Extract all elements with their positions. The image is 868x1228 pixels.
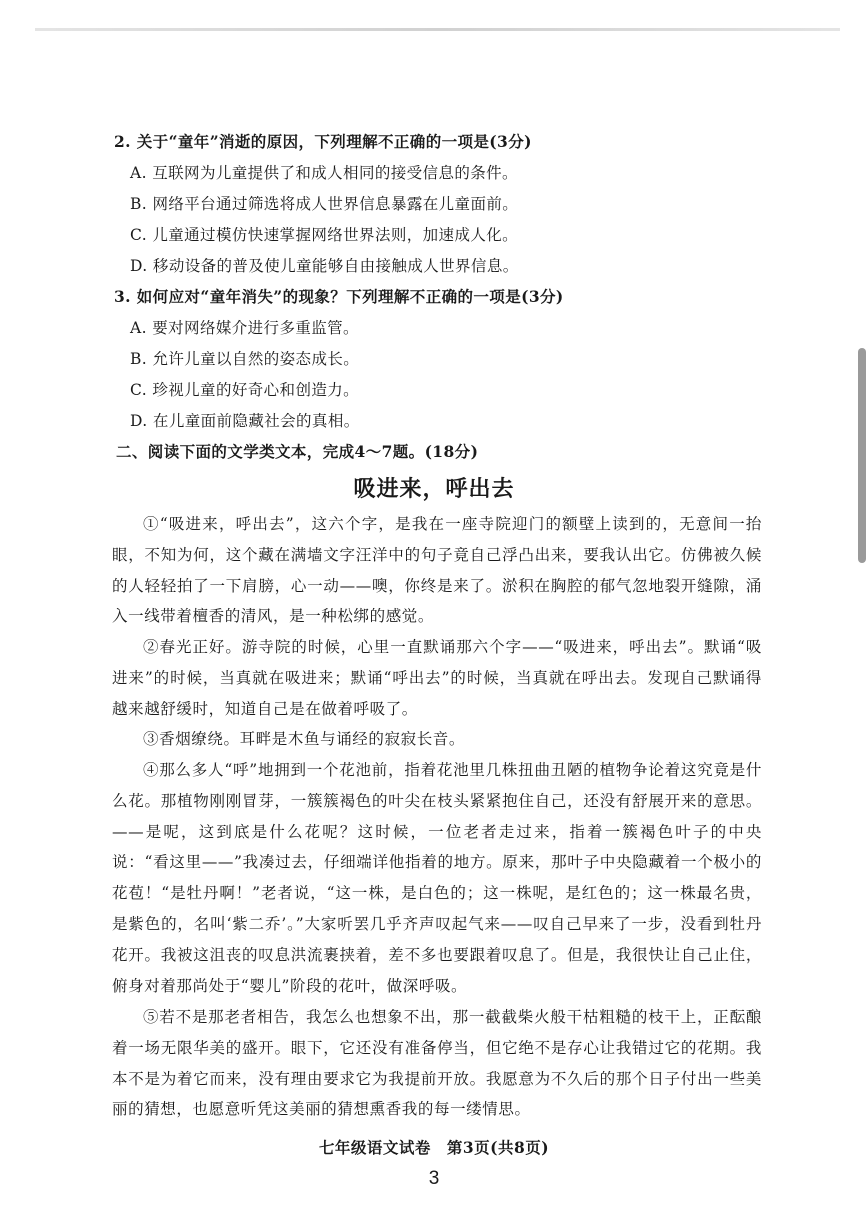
- article-paragraph-4: ④那么多人“呼”地拥到一个花池前，指着花池里几株扭曲丑陋的植物争论着这究竟是什么花。那植物刚刚冒芽，一簇簇褐色的叶尖在枝头紧紧抱住自己，还没有舒展开来的意思。——是呢，这到底是什么花呢？这时候，一位老者走过来，指着一簇褐色叶子的中央说：“看这里——”我凑过去，仔细端详他指着的地方。原来，那叶子中央隐藏着一个极小的花苞！“是牡丹啊！”老者说，“这一株，是白色的；这一株呢，是红色的；这一株最名贵，是紫色的，名叫‘紫二乔’。”大家听罢几乎齐声叹起气来——叹自己早来了一步，没看到牡丹花开。我被这沮丧的叹息洪流裹挟着，差不多也要跟着叹息了。但是，我很快让自己止住，俯身对着那尚处于“婴儿”阶段的花叶，做深呼吸。: [112, 761, 762, 995]
- question-2-option-b: B. 网络平台通过筛选将成人世界信息暴露在儿童面前。: [130, 195, 519, 213]
- question-3-option-d: D. 在儿童面前隐藏社会的真相。: [130, 412, 360, 430]
- question-2-option-c: C. 儿童通过模仿快速掌握网络世界法则，加速成人化。: [130, 226, 519, 244]
- article-paragraph-3: ③香烟缭绕。耳畔是木鱼与诵经的寂寂长音。: [143, 730, 466, 748]
- question-2-option-a: A. 互联网为儿童提供了和成人相同的接受信息的条件。: [130, 164, 518, 182]
- question-2-option-d: D. 移动设备的普及使儿童能够自由接触成人世界信息。: [130, 257, 519, 275]
- question-3-stem: 3. 如何应对“童年消失”的现象？下列理解不正确的一项是(3分): [114, 287, 564, 306]
- question-3-option-b: B. 允许儿童以自然的姿态成长。: [130, 350, 360, 368]
- scrollbar[interactable]: [854, 170, 868, 400]
- article-title: 吸进来，呼出去: [353, 477, 515, 502]
- question-2-stem: 2. 关于“童年”消逝的原因，下列理解不正确的一项是(3分): [114, 132, 532, 151]
- page-number: 3: [428, 1168, 440, 1189]
- section-heading: 二、阅读下面的文学类文本，完成4～7题。(18分): [116, 442, 479, 461]
- question-3-option-a: A. 要对网络媒介进行多重监管。: [130, 319, 359, 337]
- article-paragraph-1: ①“吸进来，呼出去”，这六个字，是我在一座寺院迎门的额壁上读到的，无意间一抬眼，不知为何，这个藏在满墙文字汪洋中的句子竟自己浮凸出来，要我认出它。仿佛被久候的人轻轻拍了一下肩膀，心一动——噢，你终是来了。淤积在胸腔的郁气忽地裂开缝隙，涌入一线带着檀香的清风，是一种松绑的感觉。: [112, 515, 762, 626]
- scrollbar-thumb[interactable]: [858, 348, 866, 563]
- article-paragraph-2: ②春光正好。游寺院的时候，心里一直默诵那六个字——“吸进来，呼出去”。默诵“吸进来”的时候，当真就在吸进来；默诵“呼出去”的时候，当真就在呼出去。发现自己默诵得越来越舒缓时，知道自己是在做着呼吸了。: [112, 638, 762, 718]
- page-footer: 七年级语文试卷 第3页(共8页): [318, 1138, 550, 1157]
- question-3-option-c: C. 珍视儿童的好奇心和创造力。: [130, 381, 360, 399]
- scan-top-edge: [35, 28, 840, 31]
- article-paragraph-5: ⑤若不是那老者相告，我怎么也想象不出，那一截截柴火般干枯粗糙的枝干上，正酝酿着一场无限华美的盛开。眼下，它还没有准备停当，但它绝不是存心让我错过它的花期。我本不是为着它而来，没有理由要求它为我提前开放。我愿意为不久后的那个日子付出一些美丽的猜想，也愿意听凭这美丽的猜想熏香我的每一缕情思。: [112, 1008, 762, 1119]
